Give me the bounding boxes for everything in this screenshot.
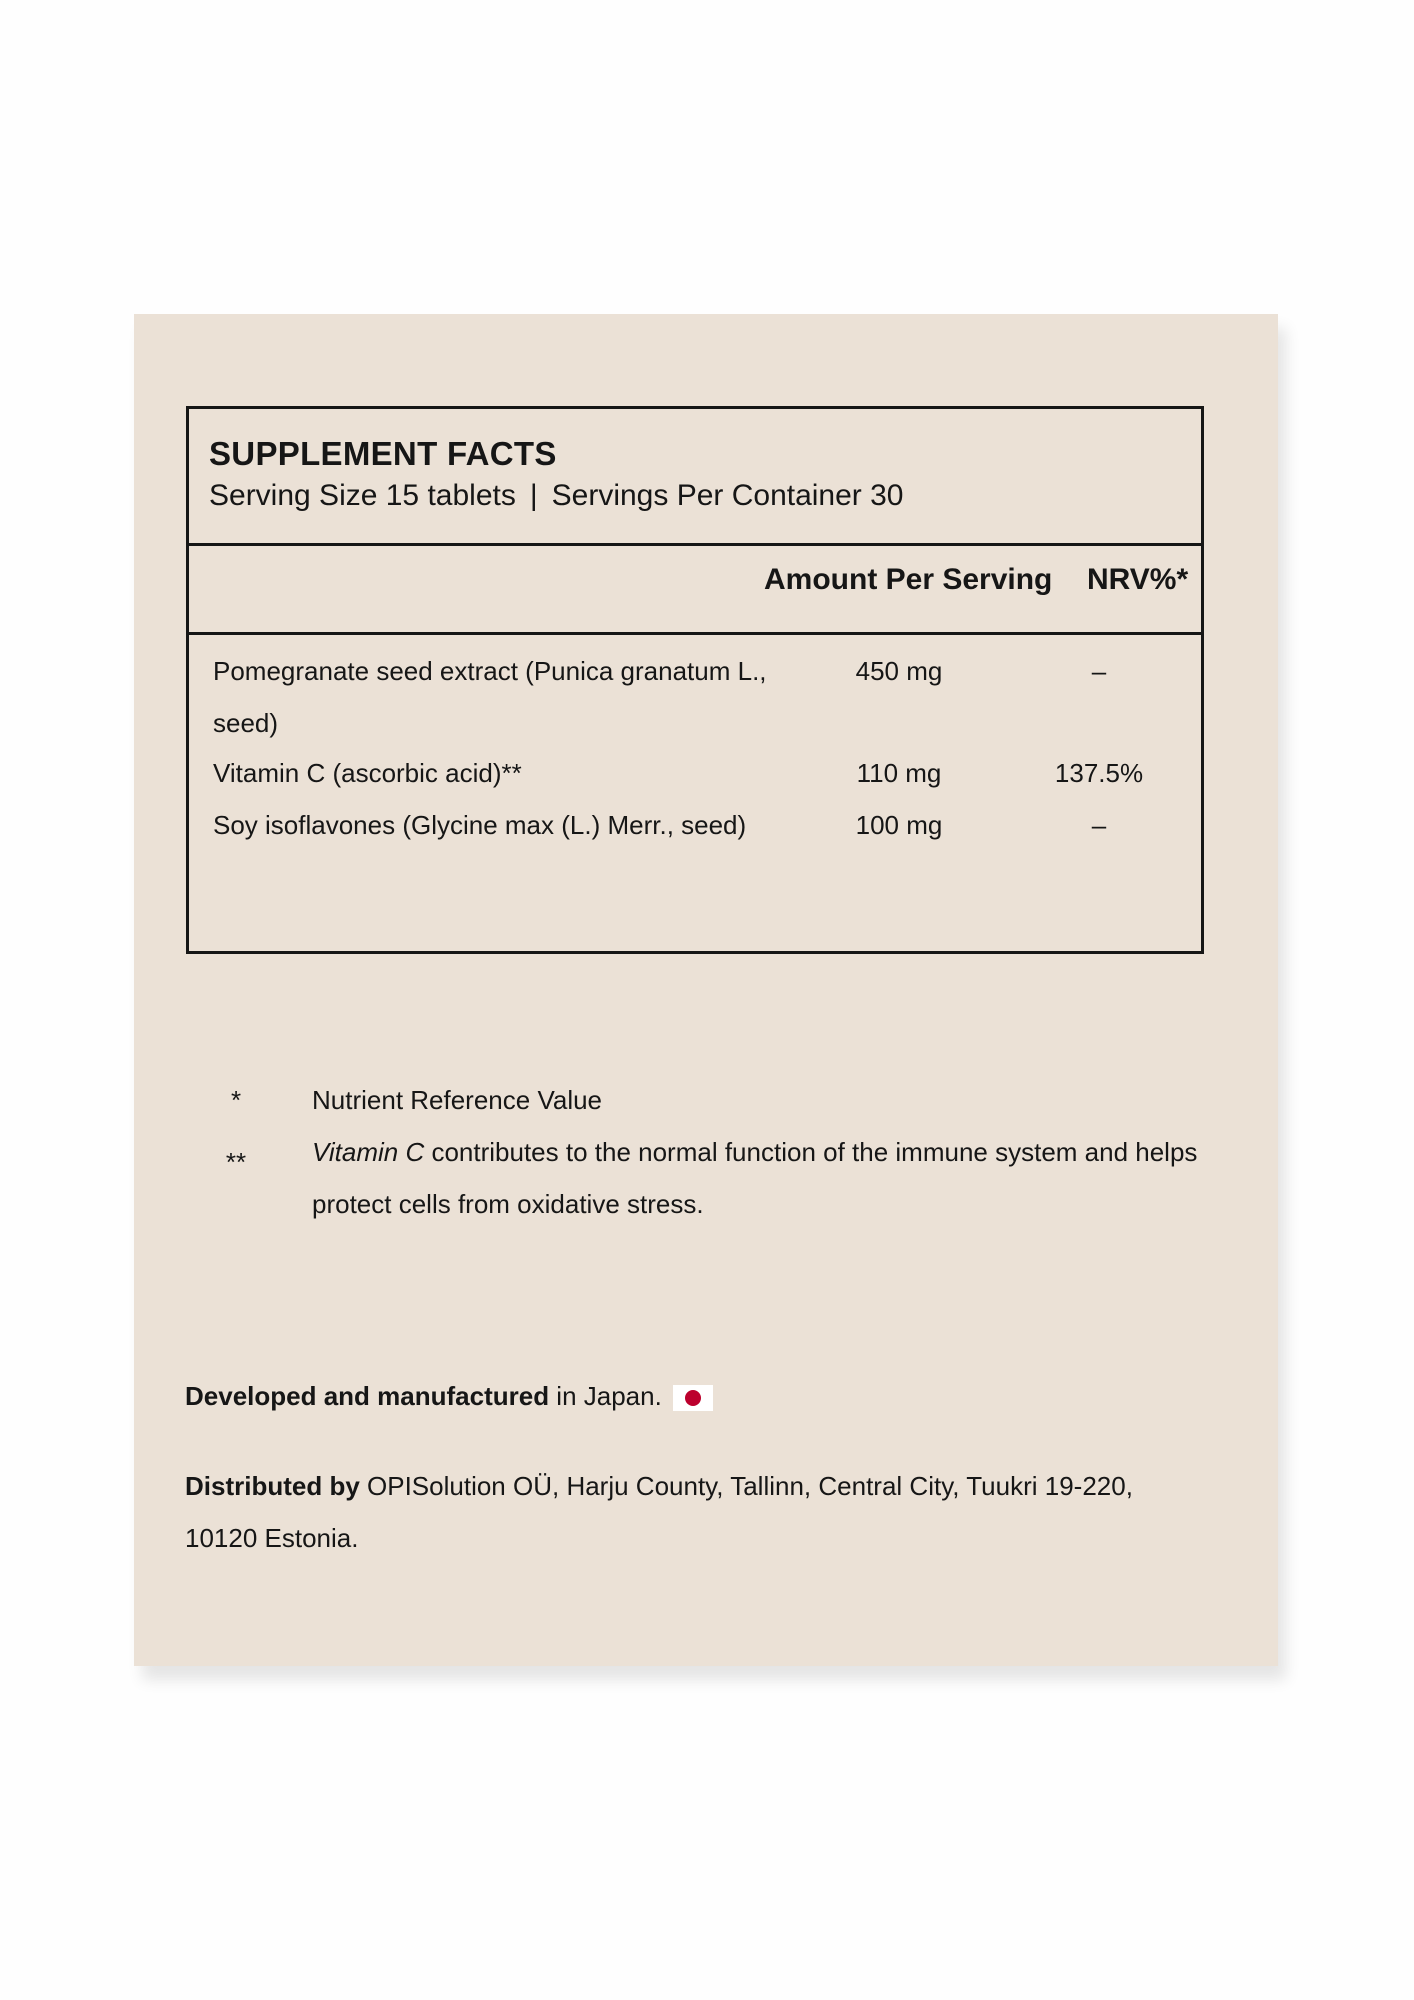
footnote-text — [312, 1126, 1216, 1230]
label-card — [134, 314, 1278, 1666]
ingredient-amount: 100 mg — [855, 810, 943, 840]
ingredient-nrv: – — [1091, 656, 1107, 686]
ingredient-name: Pomegranate seed extract (Punica granatum L., seed) — [213, 656, 767, 738]
serving-separator: | — [529, 479, 538, 512]
distributor-statement — [185, 1460, 1145, 1564]
ingredient-name: Vitamin C (ascorbic acid)** — [213, 758, 522, 788]
footnote-body: contributes to the normal function of the immune system and helps protect cells from oxidative stress. — [312, 1137, 1198, 1219]
divider — [189, 543, 1201, 546]
origin-bold: Developed and manufactured — [185, 1381, 550, 1411]
footnote — [186, 1074, 1216, 1126]
ingredient-amount: 110 mg — [856, 758, 942, 788]
serving-size: Serving Size 15 tablets — [209, 479, 516, 512]
distributor-bold: Distributed by — [185, 1471, 360, 1501]
footnote-text: Nutrient Reference Value — [312, 1085, 603, 1115]
ingredient-nrv: – — [1091, 810, 1107, 840]
ingredient-nrv: 137.5% — [1054, 758, 1144, 788]
distributor-text: OPISolution OÜ, Harju County, Tallinn, Central City, Tuukri 19-220, 10120 Estonia. — [185, 1471, 1133, 1553]
ingredient-name: Soy isoflavones (Glycine max (L.) Merr., seed) — [213, 810, 747, 840]
origin-text: in Japan. — [549, 1381, 662, 1411]
japan-flag-icon — [673, 1385, 713, 1411]
footnote-emphasis: Vitamin C — [312, 1137, 425, 1167]
ingredient-amount: 450 mg — [855, 656, 943, 686]
footnote-mark: * — [230, 1085, 242, 1115]
footnote-mark: ** — [225, 1147, 247, 1177]
footnote — [186, 1126, 1216, 1230]
column-header-nrv: NRV%* — [1087, 563, 1189, 596]
divider — [189, 632, 1201, 635]
facts-title: SUPPLEMENT FACTS — [209, 435, 557, 472]
supplement-facts-panel — [186, 406, 1204, 954]
serving-info — [209, 479, 904, 513]
column-header-amount: Amount Per Serving — [764, 563, 1053, 596]
footnotes — [186, 1074, 1216, 1230]
servings-per-container: Servings Per Container 30 — [551, 479, 904, 512]
origin-statement — [185, 1370, 713, 1422]
